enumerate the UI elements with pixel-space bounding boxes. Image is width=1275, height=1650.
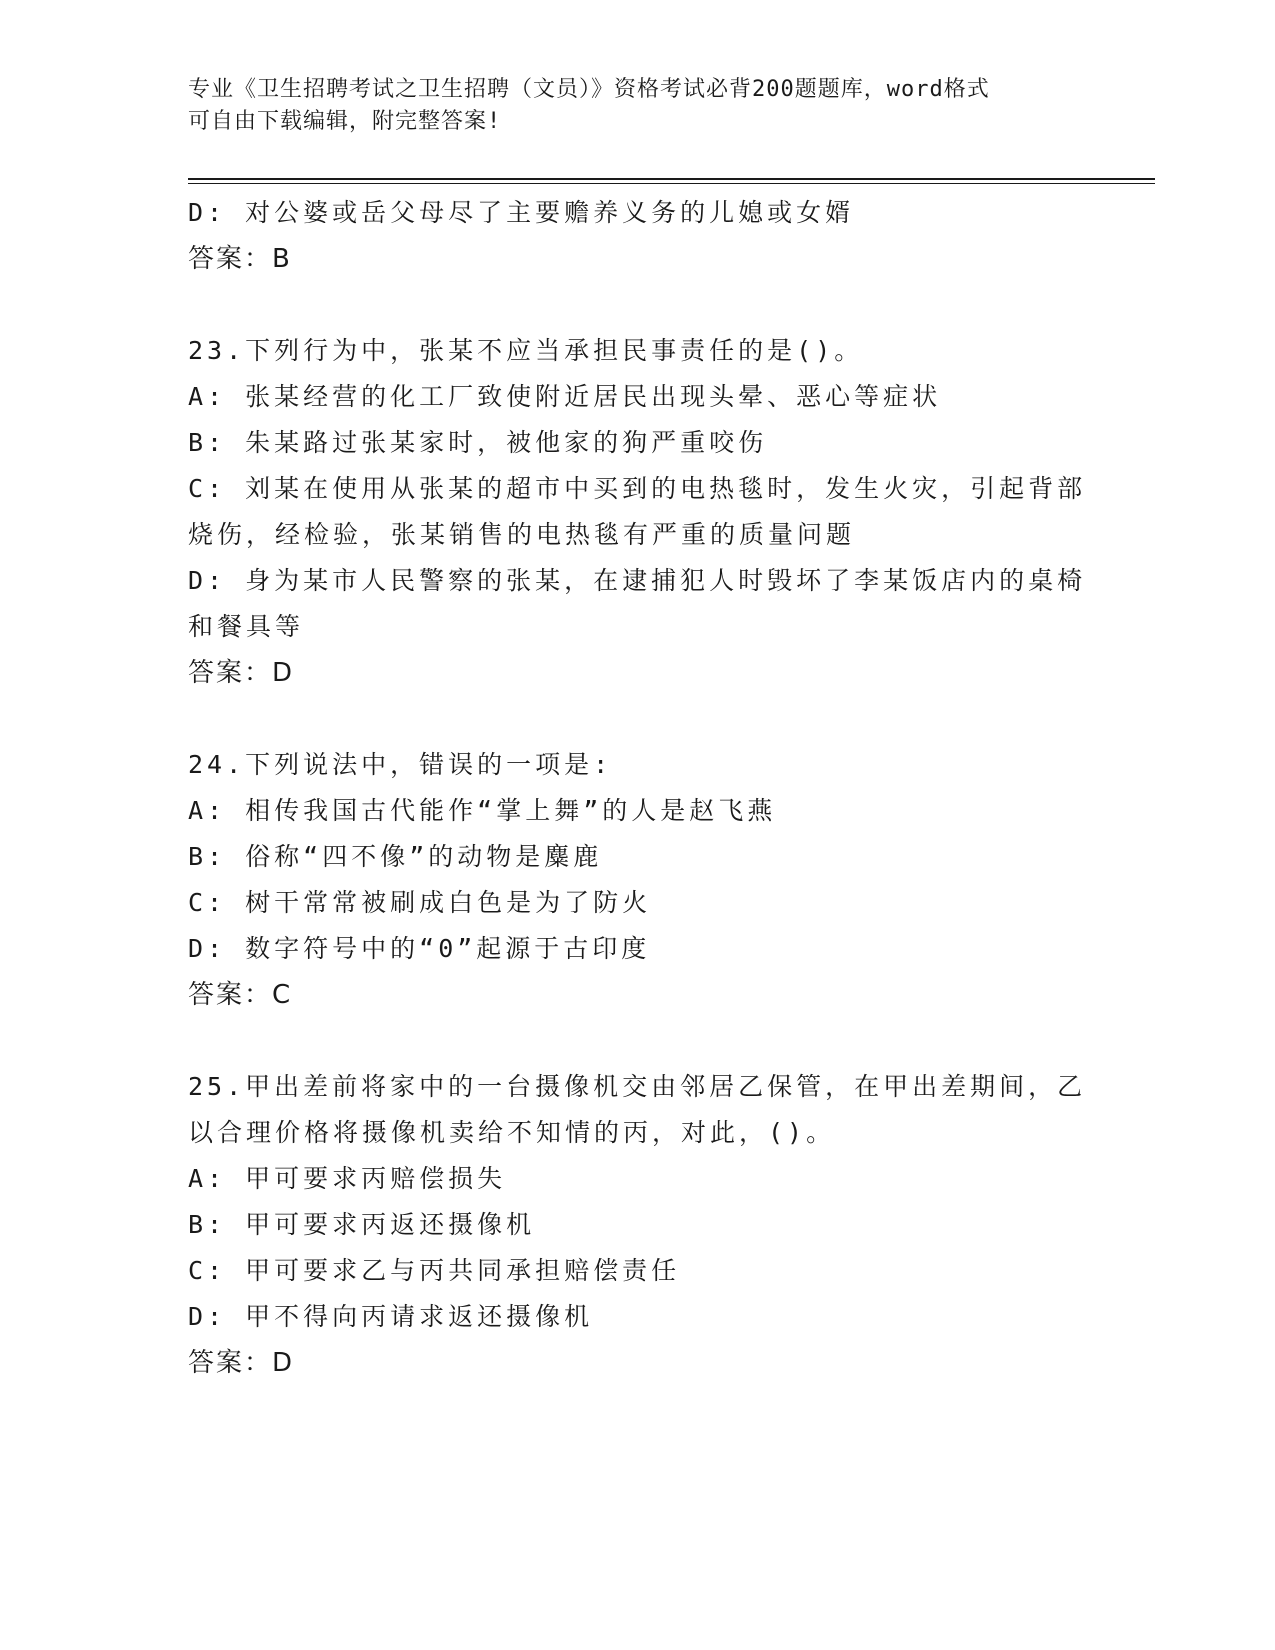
q24-option-b: B: 俗称“四不像”的动物是麋鹿 [188, 842, 603, 871]
q24-option-d: D: 数字符号中的“0”起源于古印度 [188, 934, 651, 963]
q25-option-b: B: 甲可要求丙返还摄像机 [188, 1210, 536, 1239]
header-divider-thick [188, 178, 1155, 180]
q25-option-d: D: 甲不得向丙请求返还摄像机 [188, 1302, 594, 1331]
q25-option-c: C: 甲可要求乙与丙共同承担赔偿责任 [188, 1256, 681, 1285]
header-divider-thin [188, 183, 1155, 184]
q25-stem-line-1: 25.甲出差前将家中的一台摄像机交由邻居乙保管，在甲出差期间，乙 [188, 1072, 1087, 1101]
q23-option-c-line-2: 烧伤，经检验，张某销售的电热毯有严重的质量问题 [188, 520, 856, 549]
q23-option-a: A: 张某经营的化工厂致使附近居民出现头晕、恶心等症状 [188, 382, 942, 411]
q24-option-a: A: 相传我国古代能作“掌上舞”的人是赵飞燕 [188, 796, 777, 825]
q22-answer: 答案：B [188, 244, 292, 274]
q23-option-c-line-1: C: 刘某在使用从张某的超市中买到的电热毯时，发生火灾，引起背部 [188, 474, 1087, 503]
q23-option-d-line-2: 和餐具等 [188, 612, 305, 641]
document-header [188, 74, 1088, 138]
q23-option-b: B: 朱某路过张某家时，被他家的狗严重咬伤 [188, 428, 768, 457]
q23-stem: 23.下列行为中，张某不应当承担民事责任的是()。 [188, 336, 864, 365]
q23-answer: 答案：D [188, 658, 295, 688]
spacer [188, 282, 1088, 328]
q25-stem-line-2: 以合理价格将摄像机卖给不知情的丙，对此，()。 [188, 1118, 836, 1147]
q23-option-d-line-1: D: 身为某市人民警察的张某，在逮捕犯人时毁坏了李某饭店内的桌椅 [188, 566, 1087, 595]
q25-answer: 答案：D [188, 1348, 295, 1378]
q24-stem: 24.下列说法中，错误的一项是: [188, 750, 613, 779]
q24-option-c: C: 树干常常被刷成白色是为了防火 [188, 888, 652, 917]
question-content [188, 190, 1088, 1386]
q24-answer: 答案：C [188, 980, 293, 1010]
header-line-1: 专业《卫生招聘考试之卫生招聘（文员）》资格考试必背200题题库，word格式 [188, 77, 990, 102]
q22-option-d: D: 对公婆或岳父母尽了主要赡养义务的儿媳或女婿 [188, 198, 855, 227]
q25-option-a: A: 甲可要求丙赔偿损失 [188, 1164, 507, 1193]
spacer [188, 1018, 1088, 1064]
spacer [188, 696, 1088, 742]
header-line-2: 可自由下载编辑，附完整答案! [188, 109, 502, 134]
